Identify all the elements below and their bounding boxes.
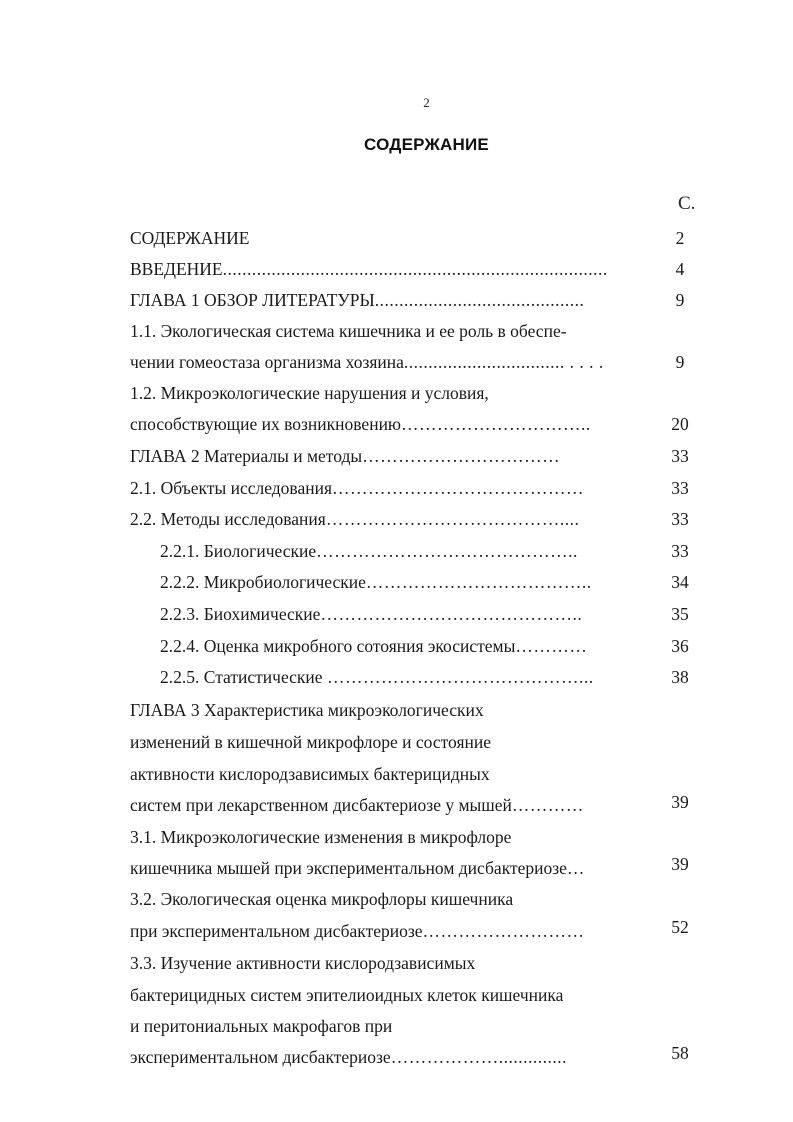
toc-page-number: 35 — [671, 604, 689, 624]
toc-leader-dots: ………… — [511, 795, 584, 815]
toc-entry-text: ГЛАВА 2 Материалы и методы — [130, 446, 363, 466]
toc-page-number: 33 — [671, 478, 689, 498]
toc-entry-text: активности кислородзависимых бактерицидных — [130, 764, 490, 784]
toc-entry — [130, 826, 640, 848]
toc-entry-text: ВВЕДЕНИЕ — [130, 259, 223, 279]
toc-page-number: 33 — [671, 509, 689, 529]
toc-entry — [130, 320, 640, 342]
page-title: СОДЕРЖАНИЕ — [364, 135, 489, 154]
toc-entry — [160, 540, 640, 562]
toc-entry-text: способствующие их возникновению — [130, 414, 402, 434]
toc-page-number: 2 — [675, 228, 685, 248]
toc-entry — [160, 571, 640, 593]
toc-page-number: 58 — [671, 1043, 689, 1063]
toc-leader-dots: …………………………………….. — [320, 604, 583, 624]
toc-entry — [130, 920, 640, 942]
toc-entry-text: 2.2.3. Биохимические — [160, 604, 321, 624]
toc-leader-dots: ……………………… — [422, 921, 585, 941]
toc-entry — [160, 666, 640, 688]
toc-entry-text: ГЛАВА 1 ОБЗОР ЛИТЕРАТУРЫ — [130, 290, 375, 310]
toc-entry-text: при экспериментальном дисбактериозе — [130, 921, 423, 941]
toc-leader-dots: ……………………………………... — [326, 667, 594, 687]
toc-leader-dots: …………………………… — [362, 446, 561, 466]
toc-entry-text: чении гомеостаза организма хозяина — [130, 352, 404, 372]
toc-entry — [130, 731, 640, 753]
toc-entry-text: и перитониальных макрофагов при — [130, 1016, 393, 1036]
toc-entry-text: ГЛАВА 3 Характеристика микроэкологических — [130, 700, 484, 720]
toc-entry — [130, 857, 640, 879]
toc-entry-text: 1.2. Микроэкологические нарушения и условия, — [130, 383, 489, 403]
toc-entry — [160, 635, 640, 657]
toc-entry — [130, 508, 640, 530]
toc-entry — [130, 952, 640, 974]
toc-entry — [130, 699, 640, 721]
toc-entry — [130, 1046, 640, 1068]
toc-entry — [160, 603, 640, 625]
toc-leader-dots: ……………….............. — [390, 1047, 567, 1067]
toc-entry-text: 2.2.2. Микробиологические — [160, 572, 366, 592]
toc-entry-text: 2.2.4. Оценка микробного сотояния экосистемы — [160, 636, 516, 656]
toc-entry-text: 2.2. Методы исследования — [130, 509, 326, 529]
toc-entry-text: систем при лекарственном дисбактериозе у мышей — [130, 795, 512, 815]
toc-leader-dots: ........................................... — [374, 290, 585, 310]
toc-leader-dots: ................................. . . . . — [403, 352, 604, 372]
toc-entry-text: СОДЕРЖАНИЕ — [130, 228, 250, 248]
toc-page-number: 20 — [671, 414, 689, 434]
toc-page-number: 38 — [671, 667, 689, 687]
toc-entry-text: 3.3. Изучение активности кислородзависимых — [130, 953, 476, 973]
toc-entry-text: кишечника мышей при экспериментальном дисбактериозе… — [130, 858, 585, 878]
toc-entry-text: изменений в кишечной микрофлоре и состояние — [130, 732, 492, 752]
toc-leader-dots: ............................................................................... — [222, 259, 608, 279]
toc-entry-text: 2.2.5. Статистические — [160, 667, 327, 687]
toc-entry-text: 1.1. Экологическая система кишечника и ее роль в обеспе- — [130, 321, 567, 341]
toc-page-number: 9 — [675, 290, 685, 310]
toc-entry-text: экспериментальном дисбактериозе — [130, 1047, 391, 1067]
toc-entry — [130, 888, 640, 910]
toc-entry — [130, 382, 640, 404]
toc-entry — [130, 413, 640, 435]
toc-entry — [130, 794, 640, 816]
toc-page-number: 4 — [675, 259, 685, 279]
toc-page-number: 39 — [671, 854, 689, 874]
toc-entry-text: бактерицидных систем эпителиоидных клеток кишечника — [130, 985, 564, 1005]
page-column-header: С. — [678, 193, 696, 214]
toc-page-number: 52 — [671, 917, 689, 937]
toc-entry — [130, 445, 640, 467]
toc-page-number: 9 — [675, 352, 685, 372]
toc-page-number: 33 — [671, 541, 689, 561]
toc-entry-text: 2.1. Объекты исследования — [130, 478, 333, 498]
toc-page-number: 36 — [671, 636, 689, 656]
toc-entry-text: 3.2. Экологическая оценка микрофлоры кишечника — [130, 889, 514, 909]
toc-page-number: 33 — [671, 446, 689, 466]
toc-leader-dots: …………………………………… — [332, 478, 585, 498]
toc-entry — [130, 289, 640, 311]
toc-leader-dots: ………………………………….... — [325, 509, 580, 529]
toc-entry — [130, 258, 640, 280]
toc-entry — [130, 351, 640, 373]
toc-entry-text: 2.2.1. Биологические — [160, 541, 317, 561]
toc-page-number: 39 — [671, 792, 689, 812]
toc-page-number: 34 — [671, 572, 689, 592]
toc-entry — [130, 1015, 640, 1037]
toc-leader-dots: ………… — [515, 636, 588, 656]
toc-leader-dots: ………………………….. — [401, 414, 591, 434]
toc-entry — [130, 763, 640, 785]
toc-entry-text: 3.1. Микроэкологические изменения в микрофлоре — [130, 827, 512, 847]
toc-leader-dots: ……………………………….. — [365, 572, 592, 592]
toc-entry — [130, 477, 640, 499]
toc-leader-dots: …………………………………….. — [316, 541, 578, 561]
page-number: 2 — [423, 95, 430, 110]
toc-entry — [130, 984, 640, 1006]
toc-entry — [130, 227, 640, 249]
